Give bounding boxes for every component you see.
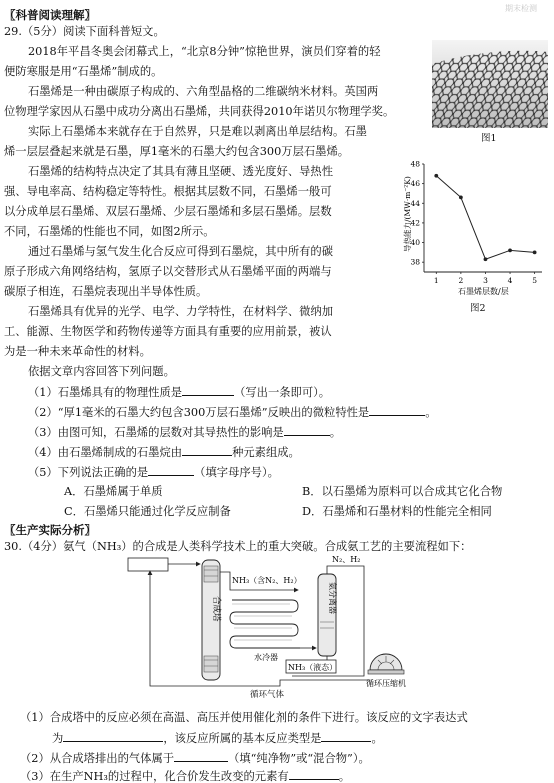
question-tail: 种元素组成。: [232, 446, 300, 459]
y-tick-label: 48: [410, 159, 420, 169]
paragraph-6-line-3: 为是一种未来革命性的材料。: [4, 345, 151, 358]
question-intro: 氨气（NH₃）的合成是人类科学技术上的重大突破。合成氨工艺的主要流程如下：: [63, 540, 472, 553]
paragraph-4-line-3: 以分成单层石墨烯、双层石墨烯、少层石墨烯和多层石墨烯。层数: [4, 205, 332, 218]
question-number: 29.: [4, 25, 22, 38]
paragraph-3-line-2: 烯一层层叠起来就是石墨，厚1毫米的石墨大约包含300万层石墨烯。: [4, 145, 350, 158]
section-header-science-reading: 〖科普阅读理解〗: [4, 8, 96, 22]
question-text: （2）从合成塔排出的气体属于: [20, 752, 175, 765]
paragraph-5-line-1: 通过石墨烯与氢气发生化合反应可得到石墨烷，其中所有的碳: [28, 245, 334, 258]
question-30-1-line-2: [52, 732, 383, 744]
synthesis-tower-label: 合成塔: [211, 596, 221, 622]
question-number: 30.: [4, 540, 22, 553]
x-tick-label: 4: [507, 276, 513, 285]
y-tick-label: 46: [410, 179, 420, 189]
x-tick-label: 5: [532, 276, 538, 285]
question-29-5: [28, 466, 279, 478]
answer-blank[interactable]: [148, 466, 194, 476]
question-29-1: [28, 386, 330, 398]
question-29-4: [28, 446, 300, 458]
question-29-3: [28, 426, 341, 438]
question-30-heading: [4, 541, 471, 552]
answer-blank[interactable]: [182, 386, 234, 396]
question-29-2: [28, 406, 437, 418]
separator-label: 氨分离器: [328, 582, 337, 614]
question-30-1-line-1: （1）合成塔中的反应必须在高温、高压并使用催化剂的条件下进行。该反应的文字表达式: [20, 711, 468, 724]
questions-intro: 依据文章内容回答下列问题。: [28, 365, 175, 378]
feed-box: [128, 558, 168, 571]
y-tick-label: 42: [410, 218, 420, 228]
option-d[interactable]: D．石墨烯和石墨材料的性能完全相同: [302, 505, 492, 518]
question-text: （3）由图可知，石墨烯的层数对其导热性的影响是: [28, 426, 284, 439]
question-tail: （写出一条即可）。: [234, 386, 331, 399]
question-text: （5）下列说法正确的是: [28, 466, 149, 479]
x-tick-label: 2: [458, 276, 464, 285]
page-corner-mark: 期末检测: [505, 4, 537, 13]
data-point: [533, 250, 537, 254]
answer-blank[interactable]: [63, 732, 163, 742]
paragraph-5-line-2: 原子形成六角网络结构，氢原子以交替形式从石墨烯平面的两端与: [4, 265, 332, 278]
paragraph-1-line-1: 2018年平昌冬奥会闭幕式上，“北京8分钟”惊艳世界，演员们穿着的轻: [28, 45, 381, 58]
option-a[interactable]: A．石墨烯属于单质: [64, 485, 163, 498]
question-30-3: [20, 770, 350, 782]
question-text-mid: ，该反应所属的基本反应类型是: [163, 732, 322, 745]
paragraph-5-line-3: 碳原子相连，石墨烷表现出半导体性质。: [4, 285, 208, 298]
y-tick-label: 44: [410, 198, 420, 208]
recycle-gas-caption: 循环气体: [250, 690, 285, 700]
question-text: （3）在生产NH₃的过程中，化合价发生改变的元素有: [20, 770, 289, 783]
thermal-conductivity-chart: [398, 150, 548, 298]
question-tail: 。: [338, 770, 351, 783]
x-tick-label: 3: [483, 276, 488, 285]
paragraph-1-line-2: 便防寒服是用“石墨烯”制成的。: [4, 65, 163, 78]
recycle-top-label: N₂、H₂: [332, 555, 361, 564]
recycle-compressor: [368, 654, 404, 674]
option-b[interactable]: B．以石墨烯为原料可以合成其它化合物: [302, 485, 503, 498]
data-point: [434, 174, 438, 178]
figure-2-caption: 图2: [470, 303, 486, 314]
question-tail: （填字母序号）。: [194, 466, 279, 479]
series-line: [436, 176, 534, 259]
paragraph-6-line-1: 石墨烯具有优异的光学、电学、力学特性，在材料学、微纳加: [28, 305, 334, 318]
answer-blank[interactable]: [289, 770, 339, 780]
option-c[interactable]: C．石墨烯只能通过化学反应制备: [64, 505, 231, 518]
question-tail: （填“纯净物”或“混合物”）。: [228, 752, 370, 765]
y-tick-label: 38: [410, 257, 420, 267]
data-point: [484, 257, 488, 261]
question-29-heading: [4, 26, 165, 37]
x-axis-label: 石墨烯层数/层: [458, 287, 509, 296]
chart-svg: [398, 150, 548, 298]
paragraph-2-line-2: 位物理学家因从石墨中成功分离出石墨烯，共同获得2010年诺贝尔物理学奖。: [4, 105, 395, 118]
product-mix-label: NH₃（含N₂、H₂）: [232, 576, 302, 585]
question-text: 为: [52, 732, 64, 745]
graphene-lattice-figure: [432, 40, 548, 128]
compressor-label: 循环压缩机: [366, 679, 406, 688]
question-30-2: [20, 752, 370, 764]
cooler-label: 水冷器: [254, 653, 278, 662]
y-axis-label: 导热能力/(MW·m⁻²K): [403, 176, 412, 252]
paragraph-2-line-1: 石墨烯是一种由碳原子构成的、六角型晶格的二维碳纳米材料。英国两: [28, 85, 379, 98]
question-tail: 。: [371, 732, 383, 745]
question-score: （5分）: [21, 25, 64, 38]
question-score: （4分）: [21, 540, 64, 553]
paragraph-4-line-1: 石墨烯的结构特点决定了其具有薄且坚硬、透光度好、导热性: [28, 165, 334, 178]
data-point: [508, 249, 512, 253]
ammonia-process-diagram: [120, 552, 430, 692]
question-text: （1）石墨烯具有的物理性质是: [28, 386, 183, 399]
x-tick-label: 1: [433, 276, 439, 285]
question-intro: 阅读下面科普短文。: [63, 25, 165, 38]
paragraph-4-line-2: 强、导电率高、结构稳定等特性。根据其层数不同，石墨烯一般可: [4, 185, 332, 198]
question-tail: 。: [329, 426, 342, 439]
answer-blank[interactable]: [284, 426, 330, 436]
cooler-coil: [230, 600, 300, 648]
answer-blank[interactable]: [369, 406, 425, 416]
answer-blank[interactable]: [182, 446, 232, 456]
paragraph-3-line-1: 实际上石墨烯本来就存在于自然界，只是难以剥离出单层结构。石墨: [28, 125, 367, 138]
question-text: （4）由石墨烯制成的石墨烷由: [28, 446, 183, 459]
section-header-production-analysis: 〖生产实际分析〗: [4, 523, 96, 537]
figure-1-caption: 图1: [481, 133, 497, 144]
y-tick-label: 40: [410, 238, 420, 248]
answer-blank[interactable]: [174, 752, 228, 762]
paragraph-4-line-4: 不同，石墨烯的性能也不同，如图2所示。: [4, 225, 215, 238]
liquid-ammonia-label: NH₃（液态）: [288, 663, 338, 672]
answer-blank[interactable]: [321, 732, 371, 742]
paragraph-6-line-2: 工、能源、生物医学和药物传递等方面具有重要的应用前景，被认: [4, 325, 332, 338]
data-point: [459, 195, 463, 199]
question-text: （2）“厚1毫米的石墨大约包含300万层石墨烯”反映出的微粒特性是: [28, 406, 370, 419]
question-tail: 。: [425, 406, 437, 419]
